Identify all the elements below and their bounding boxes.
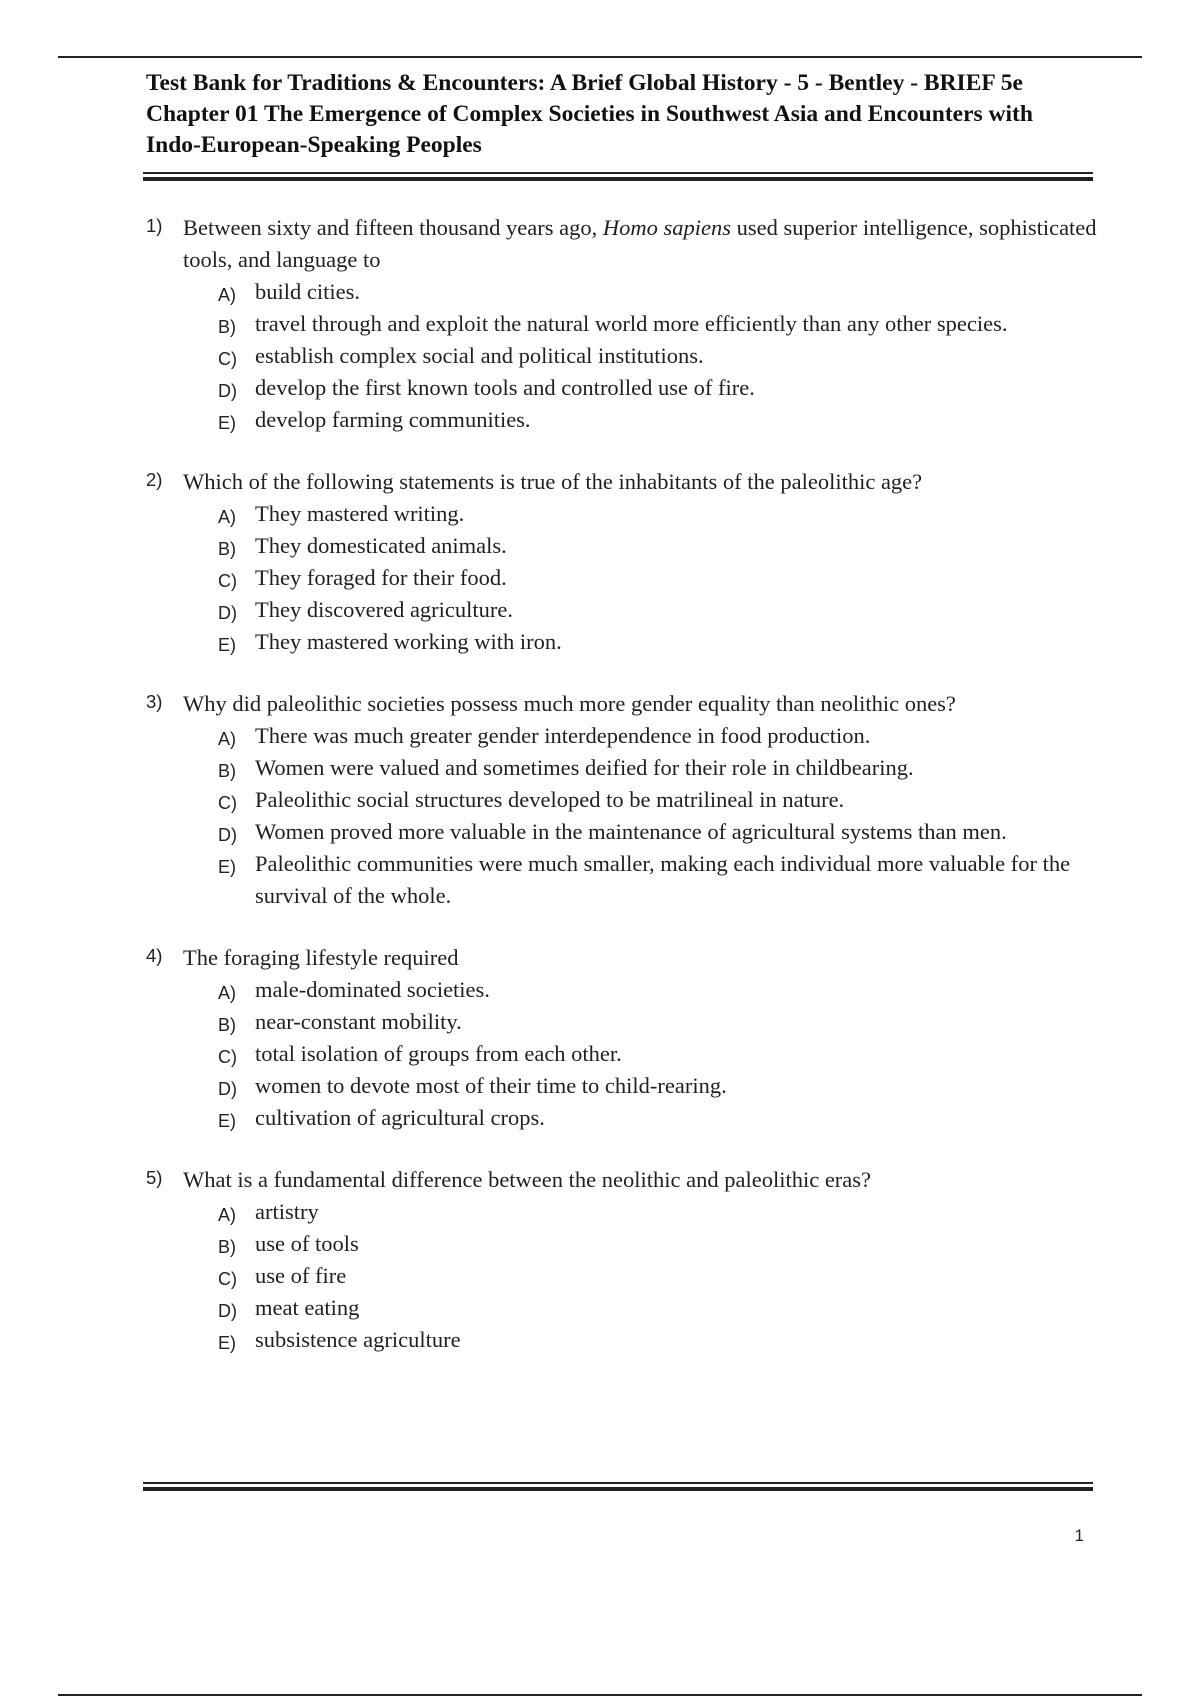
answer-option: D) Women proved more valuable in the maintenance of agricultural systems than men. (218, 819, 1007, 845)
question-number: 1) (146, 215, 163, 236)
question-4 (146, 942, 1106, 1134)
question-text: Why did paleolithic societies possess much more gender equality than neolithic ones? (183, 691, 956, 716)
document-header (146, 68, 1106, 161)
answer-option: B) near-constant mobility. (218, 1009, 462, 1035)
answer-option: C) establish complex social and political institutions. (218, 343, 704, 369)
page-number: 1 (1074, 1526, 1084, 1545)
header-line-2: Chapter 01 The Emergence of Complex Societies in Southwest Asia and Encounters with (146, 101, 1033, 127)
answer-option: B) use of tools (218, 1231, 359, 1257)
question-5 (146, 1164, 1106, 1356)
answer-options (146, 276, 1106, 436)
question-text: Which of the following statements is true of the inhabitants of the paleolithic age? (183, 469, 923, 494)
header-line-3: Indo-European-Speaking Peoples (146, 132, 482, 158)
answer-option: E) They mastered working with iron. (218, 629, 562, 655)
question-1 (146, 212, 1106, 436)
answer-option: A) They mastered writing. (218, 501, 465, 527)
answer-option: D) women to devote most of their time to child-rearing. (218, 1073, 727, 1099)
answer-option: C) use of fire (218, 1263, 347, 1289)
answer-option: D) They discovered agriculture. (218, 597, 514, 623)
italic-term: Homo sapiens (602, 215, 732, 240)
answer-option: A) build cities. (218, 279, 360, 305)
answer-option: A) There was much greater gender interdependence in food production. (218, 723, 871, 749)
answer-option: E) develop farming communities. (218, 407, 531, 433)
question-text: Between sixty and fifteen thousand years ago, Homo sapiens used superior intelligence, sophisticated tools, and language to (183, 215, 1097, 272)
answer-option: D) meat eating (218, 1295, 360, 1321)
header-double-rule (143, 172, 1093, 182)
answer-option: B) Women were valued and sometimes deified for their role in childbearing. (218, 755, 914, 781)
question-number: 5) (146, 1167, 163, 1188)
question-text: What is a fundamental difference between the neolithic and paleolithic eras? (183, 1167, 872, 1192)
question-2 (146, 466, 1106, 658)
answer-option: C) They foraged for their food. (218, 565, 507, 591)
question-3 (146, 688, 1106, 912)
answer-options (146, 498, 1106, 658)
answer-option: A) artistry (218, 1199, 319, 1225)
footer-double-rule (143, 1482, 1093, 1492)
answer-option: E) cultivation of agricultural crops. (218, 1105, 545, 1131)
question-list (146, 212, 1106, 1386)
answer-option: B) They domesticated animals. (218, 533, 507, 559)
answer-option: C) Paleolithic social structures developed to be matrilineal in nature. (218, 787, 845, 813)
answer-option: E) subsistence agriculture (218, 1327, 461, 1353)
answer-options (146, 1196, 1106, 1356)
answer-option: E) Paleolithic communities were much smaller, making each individual more valuable for the survival of the whole. (218, 851, 1071, 908)
answer-option: D) develop the first known tools and controlled use of fire. (218, 375, 755, 401)
answer-option: B) travel through and exploit the natural world more efficiently than any other species. (218, 311, 1008, 337)
answer-options (146, 974, 1106, 1134)
bottom-page-rule (58, 1694, 1142, 1696)
question-number: 2) (146, 469, 163, 490)
question-number: 3) (146, 691, 163, 712)
header-line-1: Test Bank for Traditions & Encounters: A Brief Global History - 5 - Bentley - BRIEF 5e (146, 70, 1023, 96)
answer-options (146, 720, 1106, 912)
top-page-rule (58, 56, 1142, 58)
answer-option: A) male-dominated societies. (218, 977, 490, 1003)
question-text: The foraging lifestyle required (183, 945, 459, 970)
question-number: 4) (146, 945, 163, 966)
answer-option: C) total isolation of groups from each other. (218, 1041, 622, 1067)
